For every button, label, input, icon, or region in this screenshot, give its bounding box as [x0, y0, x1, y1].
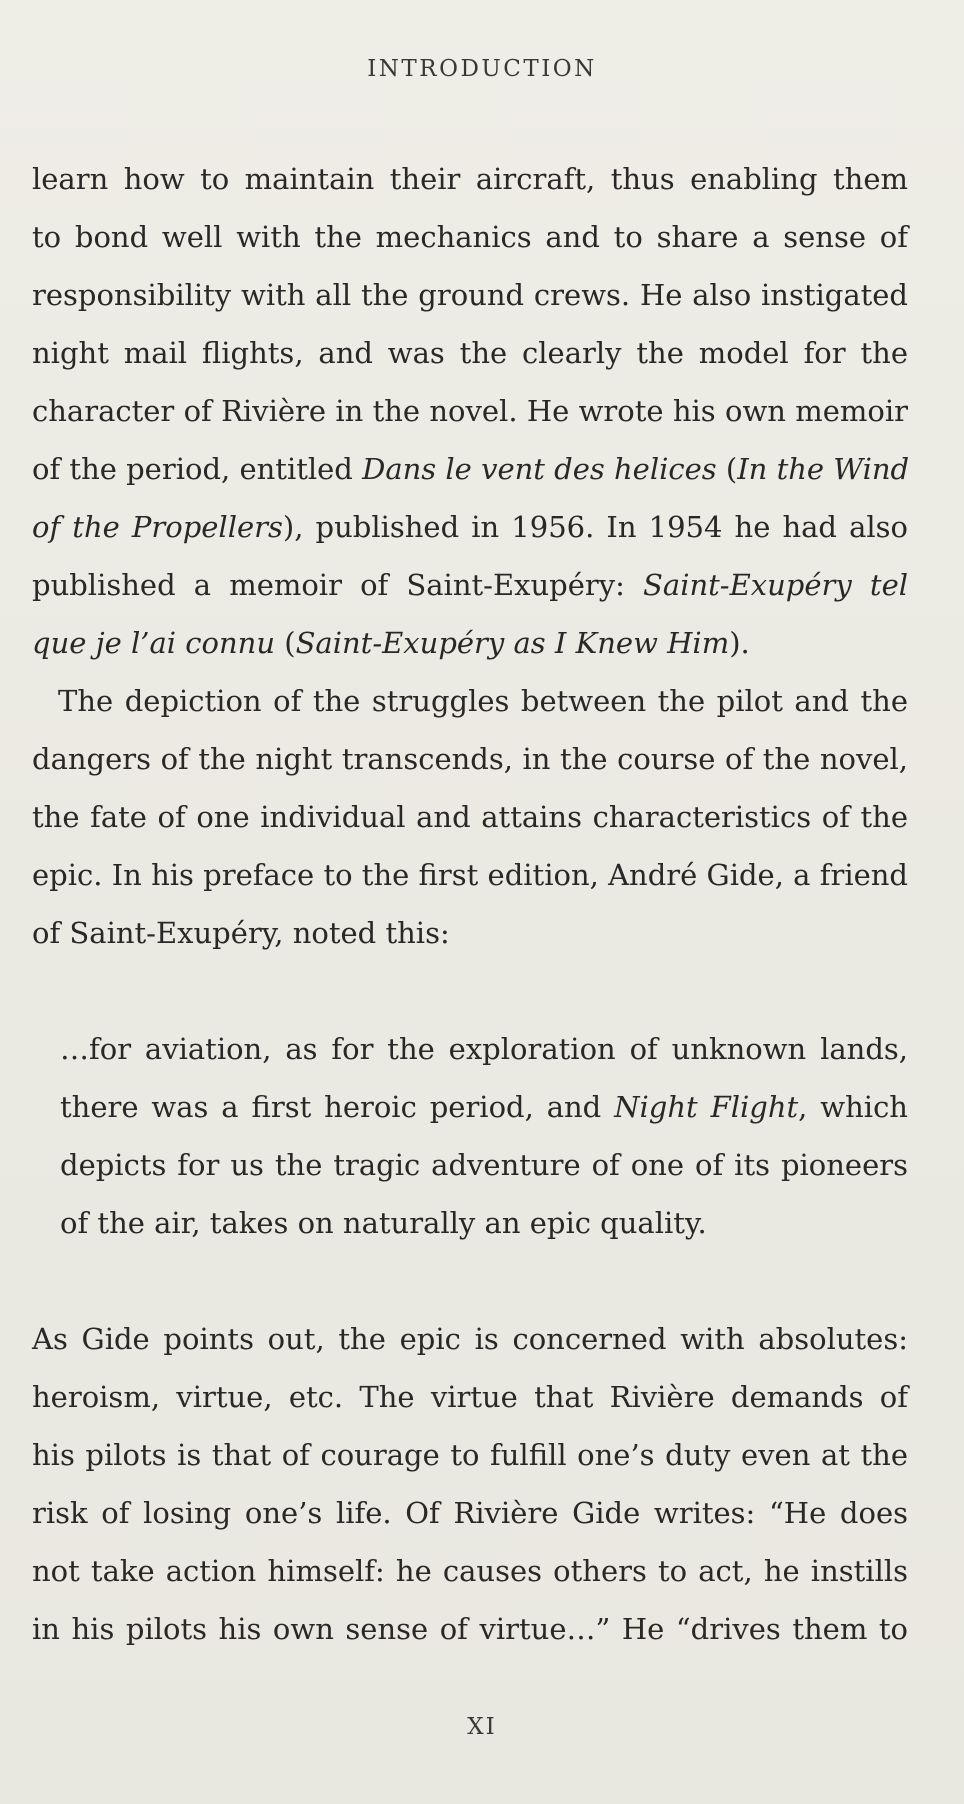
text-run: ), published in 1956. In 1954 he had also	[282, 510, 908, 544]
text-run: ).	[729, 626, 750, 660]
paragraph-2	[32, 672, 908, 962]
paragraph-1	[32, 150, 908, 672]
text-line: night mail flights, and was the clearly the model for the	[32, 336, 908, 370]
book-title-italic: Saint-Exupéry tel	[643, 568, 909, 602]
book-title-italic: of the Propellers	[32, 510, 283, 544]
text-line: of Saint-Exupéry, noted this:	[32, 916, 450, 950]
text-line: dangers of the night transcends, in the course of the novel,	[32, 742, 908, 776]
text-line: responsibility with all the ground crews. He also instigated	[32, 278, 908, 312]
text-run: of the period, entitled	[32, 452, 363, 486]
text-run: (	[716, 452, 738, 486]
text-run: , which	[798, 1090, 908, 1124]
text-line: in his pilots his own sense of virtue…” He “drives them to	[32, 1612, 908, 1646]
text-line: character of Rivière in the novel. He wrote his own memoir	[32, 394, 908, 428]
body-text	[32, 150, 908, 1658]
block-quote	[32, 1020, 908, 1252]
text-line: learn how to maintain their aircraft, thus enabling them	[32, 162, 908, 196]
paragraph-3	[32, 1310, 908, 1658]
quote-line: depicts for us the tragic adventure of one of its pioneers	[60, 1148, 908, 1182]
text-line	[32, 498, 908, 556]
book-title-italic: Night Flight	[614, 1090, 799, 1124]
text-line: The depiction of the struggles between the pilot and the	[58, 684, 908, 718]
text-run: published a memoir of Saint-Exupéry:	[32, 568, 644, 602]
quote-line	[60, 1078, 908, 1136]
text-line: As Gide points out, the epic is concerned with absolutes:	[32, 1322, 908, 1356]
running-header: INTRODUCTION	[367, 56, 597, 82]
text-line: heroism, virtue, etc. The virtue that Rivière demands of	[32, 1380, 908, 1414]
book-title-italic: Saint-Exupéry as I Knew Him	[295, 626, 730, 660]
text-line: his pilots is that of courage to fulfill one’s duty even at the	[32, 1438, 908, 1472]
quote-line: …for aviation, as for the exploration of unknown lands,	[60, 1032, 908, 1066]
text-line	[32, 556, 908, 614]
text-line	[32, 440, 908, 498]
text-run: (	[275, 626, 296, 660]
text-line: the fate of one individual and attains characteristics of the	[32, 800, 908, 834]
book-title-italic: Dans le vent des helices	[362, 452, 717, 486]
text-line: risk of losing one’s life. Of Rivière Gide writes: “He does	[32, 1496, 908, 1530]
text-line: to bond well with the mechanics and to share a sense of	[32, 220, 908, 254]
page-number: XI	[467, 1714, 497, 1740]
text-run: there was a first heroic period, and	[60, 1090, 615, 1124]
text-line: epic. In his preface to the first edition, André Gide, a friend	[32, 858, 908, 892]
book-title-italic: que je l’ai connu	[32, 626, 276, 660]
quote-line: of the air, takes on naturally an epic quality.	[60, 1206, 707, 1240]
book-title-italic: In the Wind	[737, 452, 910, 486]
text-line: not take action himself: he causes others to act, he instills	[32, 1554, 908, 1588]
text-line	[32, 614, 908, 672]
